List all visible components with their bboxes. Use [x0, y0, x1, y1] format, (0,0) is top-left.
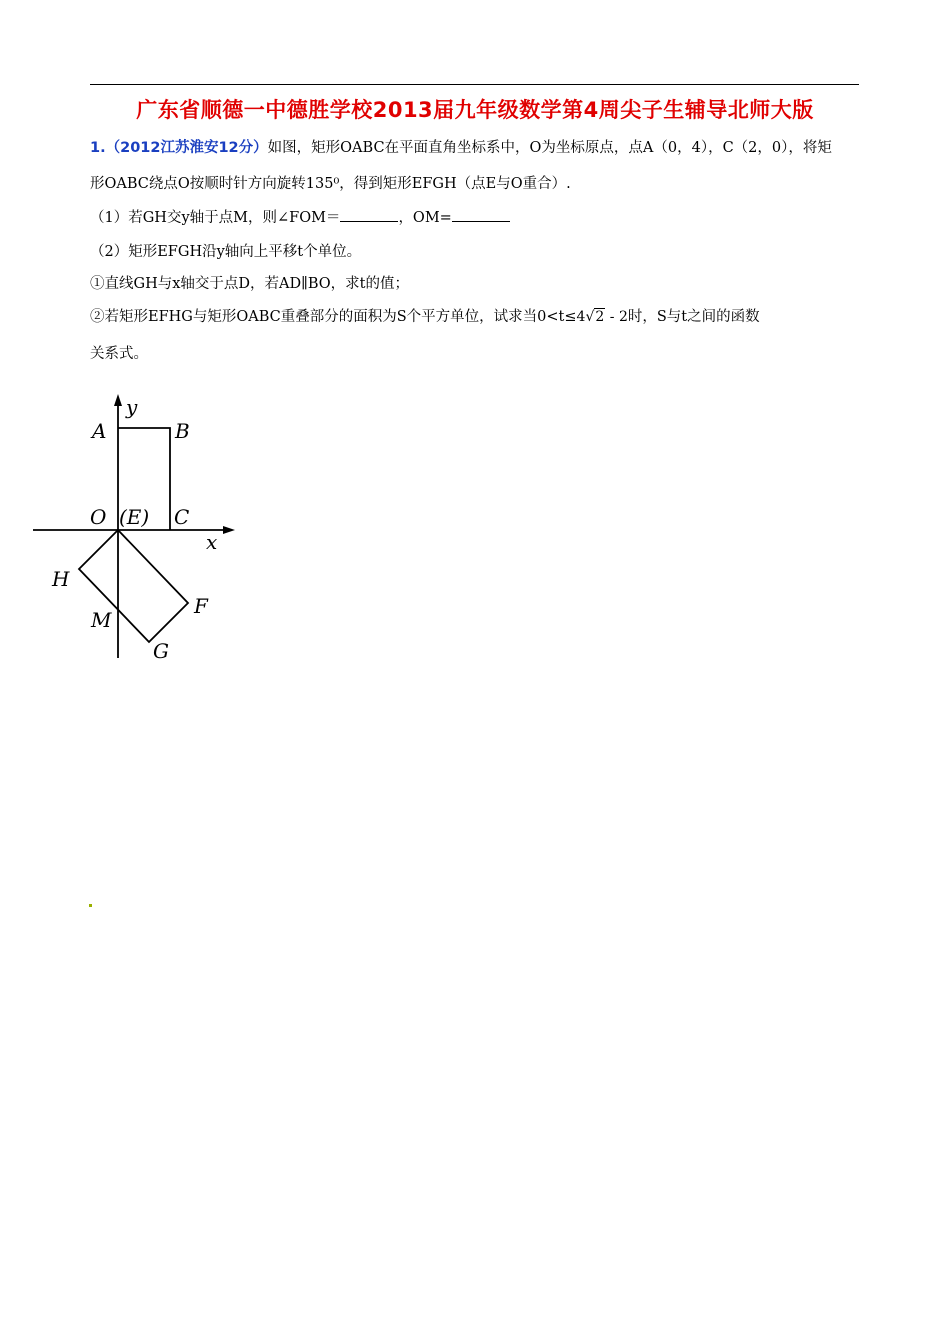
sub-question-2	[90, 305, 760, 326]
x-axis-arrow	[223, 526, 235, 534]
label-c: C	[174, 505, 190, 529]
page-title: 广东省顺德一中德胜学校2013届九年级数学第4周尖子生辅导北师大版	[136, 98, 814, 122]
label-y: y	[126, 395, 138, 419]
part-2: （2）矩形EFGH沿y轴向上平移t个单位。	[90, 244, 362, 260]
geometry-figure	[30, 392, 250, 667]
label-e: (E)	[119, 505, 150, 529]
problem-source: （2012江苏淮安12分）	[105, 140, 268, 156]
problem-line-2: 形OABC绕点O按顺时针方向旋转135⁰，得到矩形EFGH（点E与O重合）.	[90, 176, 571, 192]
y-axis-arrow	[114, 394, 122, 406]
label-o: O	[90, 505, 107, 529]
sub-question-2-line-2: 关系式。	[90, 346, 148, 362]
label-b: B	[175, 419, 190, 443]
answer-blank-om	[452, 209, 510, 222]
part-1	[90, 206, 510, 227]
problem-number: 1.	[90, 140, 106, 156]
sub-question-1: ①直线GH与x轴交于点D，若AD∥BO，求t的值；	[90, 276, 409, 292]
sub-2-prefix: ②若矩形EFHG与矩形OABC重叠部分的面积为S个平方单位，试求当0<t≤	[90, 309, 577, 325]
label-h: H	[52, 567, 70, 591]
sqrt-minus: - 2	[605, 309, 628, 325]
problem-line-1	[90, 136, 832, 157]
part-1-sep: ，OM=	[398, 210, 452, 226]
stray-mark	[89, 904, 92, 907]
answer-blank-angle	[340, 209, 398, 222]
sqrt-expression: 4√2 - 2	[576, 309, 628, 325]
label-a: A	[92, 419, 107, 443]
sqrt-radicand: 2	[595, 309, 605, 325]
label-x: x	[206, 530, 218, 554]
header-rule	[90, 84, 859, 85]
part-1-text: （1）若GH交y轴于点M，则∠FOM＝	[90, 210, 341, 226]
label-m: M	[91, 608, 112, 632]
label-f: F	[194, 594, 208, 618]
sub-2-suffix: 时，S与t之间的函数	[627, 309, 760, 325]
sqrt-coef: 4	[576, 309, 586, 325]
label-g: G	[153, 639, 169, 663]
problem-text-1: 如图，矩形OABC在平面直角坐标系中，O为坐标原点，点A（0，4），C（2，0），将矩	[267, 140, 832, 156]
